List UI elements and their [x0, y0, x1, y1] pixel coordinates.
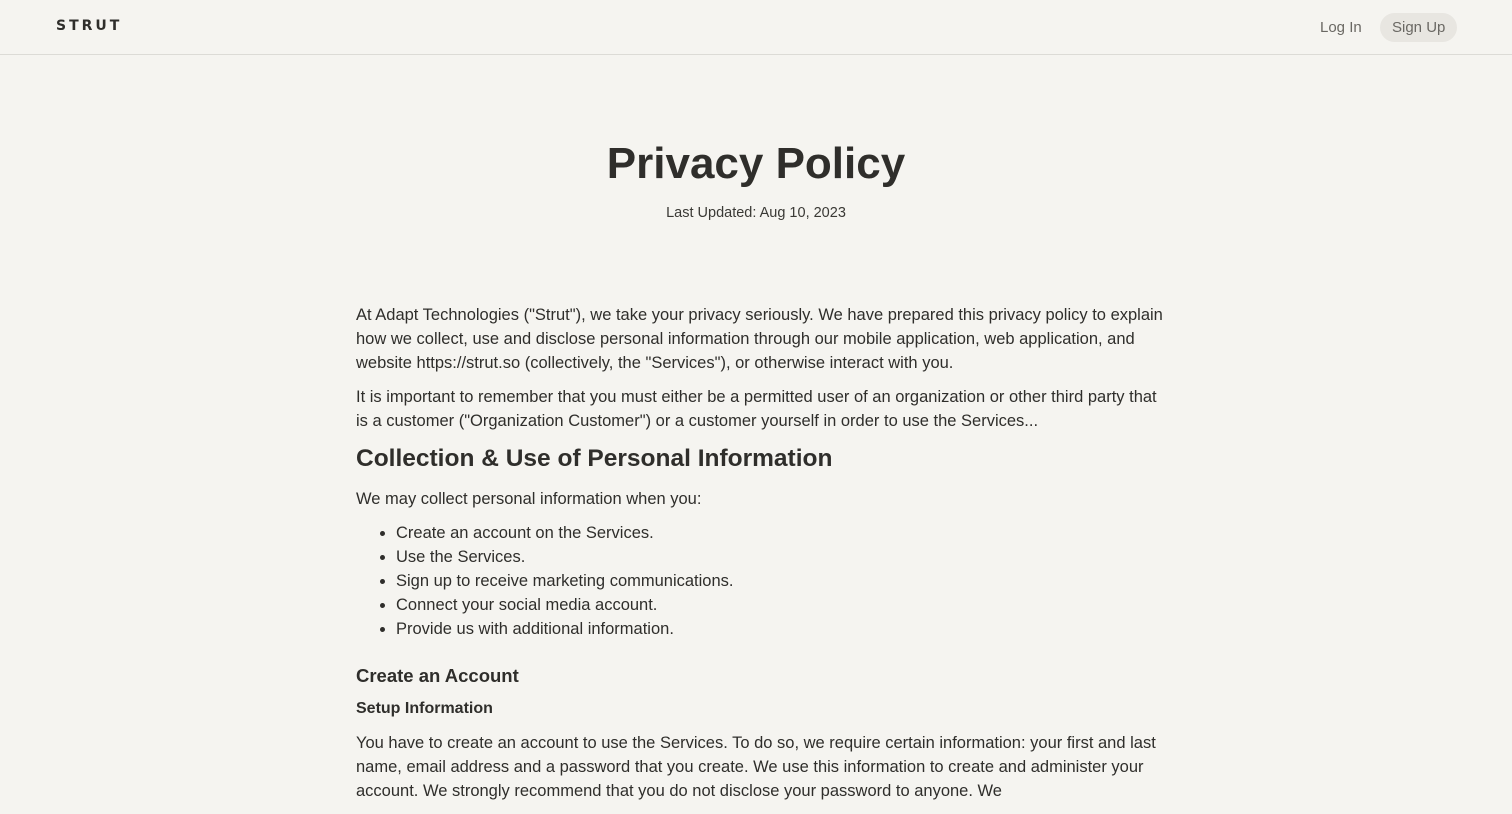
list-item: • Create an account on the Services.	[396, 521, 1166, 545]
log-in-link[interactable]: Log In	[1320, 19, 1362, 36]
intro-paragraph-1: At Adapt Technologies ("Strut"), we take your privacy seriously. We have prepared this privacy policy to explain how we collect, use and disclose personal information through our mobile application, web application, and website https://strut.so (collectively, the "Services"), or otherwise interact with you.	[356, 306, 1163, 372]
section-heading-collection: Collection & Use of Personal Information	[356, 445, 833, 472]
subsubsection-heading-setup-information: Setup Information	[356, 700, 493, 717]
top-navigation-bar	[0, 0, 1512, 55]
collect-intro-paragraph: We may collect personal information when you:	[356, 490, 702, 508]
list-item: • Provide us with additional information.	[396, 617, 1166, 641]
list-item: • Connect your social media account.	[396, 593, 1166, 617]
setup-information-paragraph: You have to create an account to use the Services. To do so, we require certain information: your first and last name, email address and a password that you create. We use this information to create and administer your account. We strongly recommend that you do not disclose your password to anyone. We	[356, 734, 1156, 800]
policy-content	[356, 303, 1166, 813]
subsection-heading-create-account: Create an Account	[356, 665, 519, 686]
list-item: • Use the Services.	[396, 545, 1166, 569]
strut-logo[interactable]: STRUT	[56, 18, 123, 34]
intro-paragraph-2: It is important to remember that you must either be a permitted user of an organization or other third party that is a customer ("Organization Customer") or a customer yourself in order to use the Services...	[356, 388, 1157, 430]
last-updated-date: Last Updated: Aug 10, 2023	[666, 205, 846, 221]
sign-up-button[interactable]: Sign Up	[1380, 13, 1457, 42]
collection-list	[356, 521, 1166, 641]
list-item: • Sign up to receive marketing communications.	[396, 569, 1166, 593]
page-title: Privacy Policy	[606, 139, 906, 188]
